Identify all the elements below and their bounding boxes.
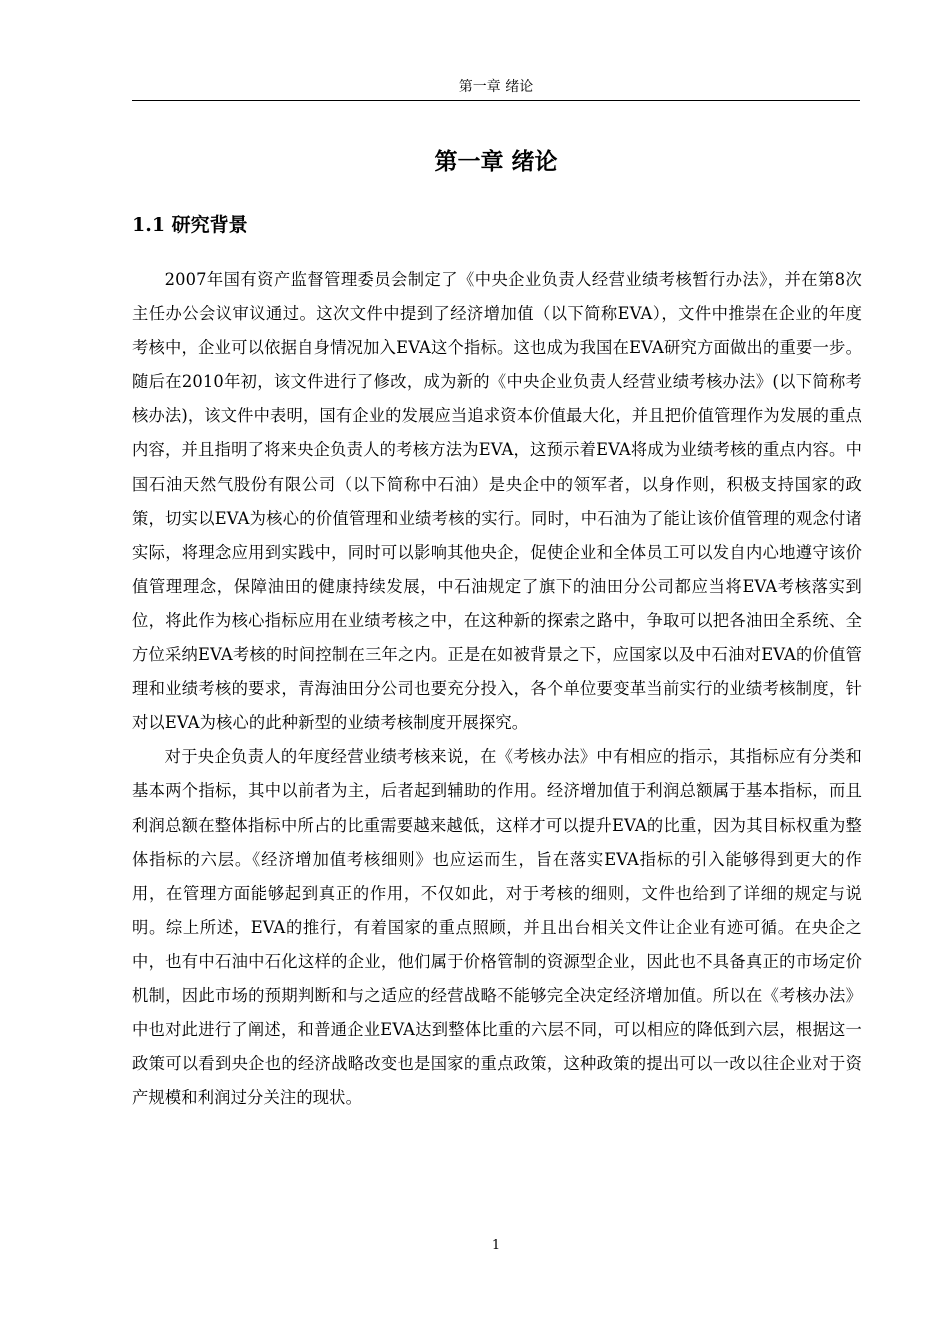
chapter-title: 第一章 绪论: [434, 148, 558, 175]
running-header: 第一章 绪论: [458, 79, 534, 95]
paragraph: 对于央企负责人的年度经营业绩考核来说，在《考核办法》中有相应的指示，其指标应有分类和基本两个指标，其中以前者为主，后者起到辅助的作用。经济增加值于利润总额属于基本指标，而且利润总额在整体指标中所占的比重需要越来越低，这样才可以提升EVA的比重，因为其目标权重为整体指标的六层。《经济增加值考核细则》也应运而生，旨在落实EVA指标的引入能够得到更大的作用，在管理方面能够起到真正的作用，不仅如此，对于考核的细则，文件也给到了详细的规定与说明。综上所述，EVA的推行，有着国家的重点照顾，并且出台相关文件让企业有迹可循。在央企之中，也有中石油中石化这样的企业，他们属于价格管制的资源型企业，因此也不具备真正的市场定价机制，因此市场的预期判断和与之适应的经营战略不能够完全决定经济增加值。所以在《考核办法》中也对此进行了阐述，和普通企业EVA达到整体比重的六层不同，可以相应的降低到六层，根据这一政策可以看到央企也的经济战略改变也是国家的重点政策，这种政策的提出可以一改以往企业对于资产规模和利润过分关注的现状。: [132, 747, 862, 1108]
page-number: 1: [491, 1238, 501, 1253]
section-title: 1.1 研究背景: [132, 214, 248, 236]
paragraph: 2007年国有资产监督管理委员会制定了《中央企业负责人经营业绩考核暂行办法》，并在第8次主任办公会议审议通过。这次文件中提到了经济增加值（以下简称EVA），文件中推崇在企业的年度考核中，企业可以依据自身情况加入EVA这个指标。这也成为我国在EVA研究方面做出的重要一步。随后在2010年初，该文件进行了修改，成为新的《中央企业负责人经营业绩考核办法》(以下简称考核办法)，该文件中表明，国有企业的发展应当追求资本价值最大化，并且把价值管理作为发展的重点内容，并且指明了将来央企负责人的考核方法为EVA，这预示着EVA将成为业绩考核的重点内容。中国石油天然气股份有限公司（以下简称中石油）是央企中的领军者，以身作则，积极支持国家的政策，切实以EVA为核心的价值管理和业绩考核的实行。同时，中石油为了能让该价值管理的观念付诸实际，将理念应用到实践中，同时可以影响其他央企，促使企业和全体员工可以发自内心地遵守该价值管理理念，保障油田的健康持续发展，中石油规定了旗下的油田分公司都应当将EVA考核落实到位，将此作为核心指标应用在业绩考核之中，在这种新的探索之路中，争取可以把各油田全系统、全方位采纳EVA考核的时间控制在三年之内。正是在如被背景之下，应国家以及中石油对EVA的价值管理和业绩考核的要求，青海油田分公司也要充分投入，各个单位要变革当前实行的业绩考核制度，针对以EVA为核心的此种新型的业绩考核制度开展探究。: [132, 270, 862, 733]
header-divider: [132, 100, 860, 101]
body-text: [132, 263, 862, 1115]
